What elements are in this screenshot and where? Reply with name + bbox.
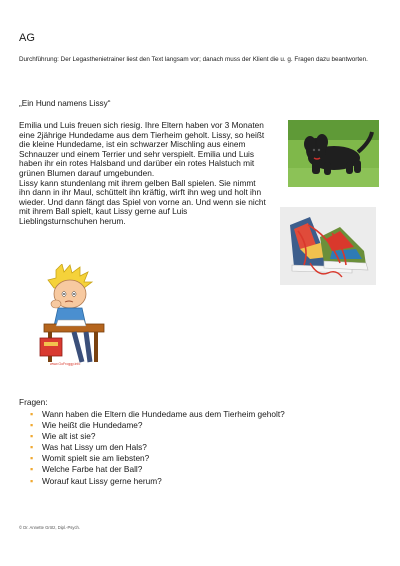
question-item: [30, 442, 285, 453]
story-body: [19, 121, 267, 227]
story-title: „Ein Hund namens Lissy“: [19, 99, 111, 108]
boy-illustration: [34, 264, 112, 376]
question-item: [30, 431, 285, 442]
questions-list: [30, 409, 285, 487]
bullet-icon: ▪: [30, 442, 34, 453]
copyright-footer: © Dr. Annette Grötz, Dipl.-Psych.: [19, 525, 81, 530]
question-item: [30, 409, 285, 420]
dog-photo: [288, 120, 379, 187]
instructions-text: Durchführung: Der Legasthenietrainer liest den Text langsam vor; danach muss der Klient die u. g. Fragen dazu beantworten.: [19, 56, 368, 63]
question-text: Worauf kaut Lissy gerne herum?: [42, 475, 162, 486]
question-text: Womit spielt sie am liebsten?: [42, 453, 150, 464]
story-paragraph: Lissy kann stundenlang mit ihrem gelben Ball spielen. Sie nimmt ihn dann in ihr Maul, schüttelt ihn kräftig, wirft ihn weg und holt ihn wieder. Und dann fängt das Spiel von vorne an. Und wenn sie nicht mit ihrem Ball spielt, kaut Lissy gerne auf Luis Lieblingsturnschuhen herum.: [19, 177, 266, 226]
question-item: [30, 476, 285, 487]
story-paragraph: Emilia und Luis freuen sich riesig. Ihre Eltern haben vor 3 Monaten eine 2jährige Hundedame aus dem Tierheim geholt. Lissy, so heißt die kleine Hundedame, ist ein schwarzer Mischling aus einem Schnauzer und einem Terrier und sehr verspielt. Emilia und Luis haben ihr ein rotes Halsband und darüber ein rotes Halstuch mit grünen Blumen darauf umgebunden.: [19, 120, 265, 178]
bullet-icon: ▪: [30, 409, 34, 419]
question-item: [30, 464, 285, 475]
question-item: [30, 420, 285, 431]
boy-at-desk-clipart: [34, 264, 112, 376]
sneakers-photo: [280, 207, 376, 285]
worksheet-tag: AG: [19, 32, 35, 44]
question-text: Wann haben die Eltern die Hundedame aus dem Tierheim geholt?: [42, 409, 285, 419]
question-text: Welche Farbe hat der Ball?: [42, 464, 143, 475]
questions-label: Fragen:: [19, 397, 48, 407]
question-item: [30, 453, 285, 464]
bullet-icon: ▪: [30, 475, 34, 486]
bullet-icon: ▪: [30, 464, 34, 475]
bullet-icon: ▪: [30, 453, 34, 464]
question-text: Was hat Lissy um den Hals?: [42, 442, 147, 453]
question-text: Wie alt ist sie?: [42, 431, 96, 442]
bullet-icon: ▪: [30, 431, 34, 442]
clipart-caption: www.GoFroggy.info: [50, 362, 81, 366]
question-text: Wie heißt die Hundedame?: [42, 420, 143, 431]
bullet-icon: ▪: [30, 420, 34, 431]
